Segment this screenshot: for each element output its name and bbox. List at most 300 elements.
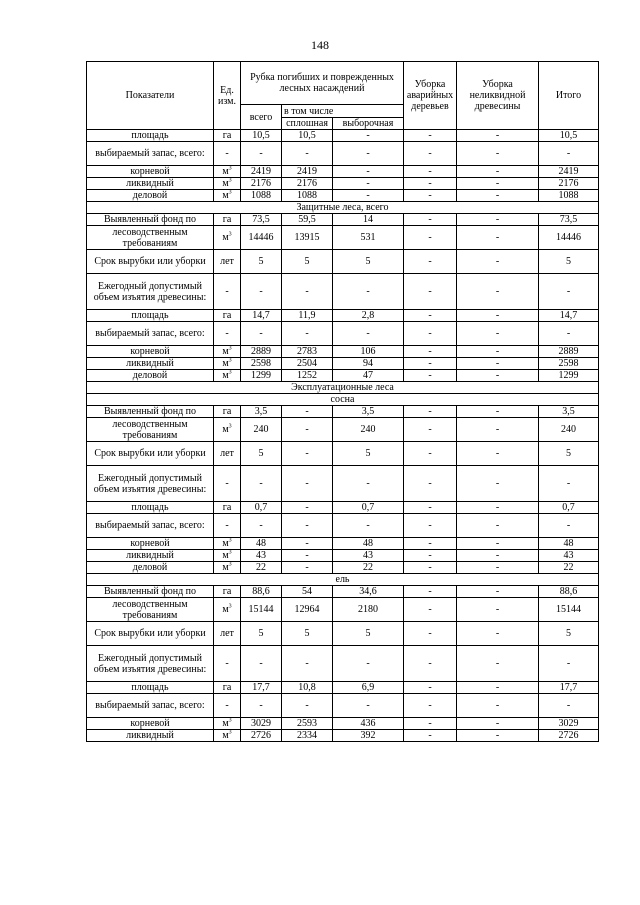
value-cell: 10,8 — [282, 682, 333, 694]
value-cell: - — [457, 622, 539, 646]
value-cell: 2180 — [333, 598, 404, 622]
unit-cell: $м^3$ — [214, 358, 241, 370]
value-cell: - — [333, 190, 404, 202]
value-cell: - — [404, 646, 457, 682]
header-indicators: Показатели — [87, 62, 214, 130]
header-clear: сплошная — [282, 118, 333, 130]
indicator-name: Ежегодный допустимый объем изъятия древесины: — [87, 646, 214, 682]
indicator-name: лесоводственным требованиям — [87, 418, 214, 442]
value-cell: - — [282, 550, 333, 562]
unit-cell: - — [214, 694, 241, 718]
value-cell: - — [282, 142, 333, 166]
value-cell: - — [457, 598, 539, 622]
value-cell: - — [333, 646, 404, 682]
value-cell: 106 — [333, 346, 404, 358]
section-title: сосна — [87, 394, 599, 406]
table-row — [87, 190, 599, 202]
value-cell: 5 — [333, 250, 404, 274]
header-including: в том числе — [282, 105, 404, 118]
value-cell: 47 — [333, 370, 404, 382]
indicator-name: Выявленный фонд по — [87, 214, 214, 226]
value-cell: - — [404, 562, 457, 574]
value-cell: - — [404, 190, 457, 202]
value-cell: 59,5 — [282, 214, 333, 226]
table-row — [87, 538, 599, 550]
section-row — [87, 394, 599, 406]
value-cell: - — [282, 466, 333, 502]
table-row — [87, 406, 599, 418]
value-cell: 5 — [241, 442, 282, 466]
value-cell: - — [282, 514, 333, 538]
indicator-name: деловой — [87, 562, 214, 574]
value-cell: - — [457, 466, 539, 502]
header-emergency: Уборка аварийных деревьев — [404, 62, 457, 130]
value-cell: 5 — [539, 622, 599, 646]
table-row — [87, 598, 599, 622]
value-cell: 43 — [333, 550, 404, 562]
value-cell: - — [539, 646, 599, 682]
unit-cell: $м^3$ — [214, 538, 241, 550]
unit-cell: $м^3$ — [214, 550, 241, 562]
table-row — [87, 586, 599, 598]
value-cell: - — [241, 274, 282, 310]
value-cell: 5 — [539, 442, 599, 466]
indicator-name: Ежегодный допустимый объем изъятия древесины: — [87, 274, 214, 310]
section-row — [87, 382, 599, 394]
table-row — [87, 178, 599, 190]
value-cell: 5 — [241, 622, 282, 646]
unit-cell: $м^3$ — [214, 178, 241, 190]
indicator-name: деловой — [87, 190, 214, 202]
value-cell: - — [457, 250, 539, 274]
value-cell: - — [457, 214, 539, 226]
value-cell: 14446 — [241, 226, 282, 250]
value-cell: 5 — [333, 442, 404, 466]
value-cell: 2726 — [241, 730, 282, 742]
table-body — [87, 130, 599, 742]
table-row — [87, 502, 599, 514]
value-cell: 1088 — [241, 190, 282, 202]
value-cell: 2,8 — [333, 310, 404, 322]
value-cell: 15144 — [539, 598, 599, 622]
value-cell: - — [457, 646, 539, 682]
value-cell: - — [404, 682, 457, 694]
value-cell: - — [404, 550, 457, 562]
value-cell: - — [404, 322, 457, 346]
table-row — [87, 514, 599, 538]
value-cell: - — [282, 322, 333, 346]
value-cell: 48 — [333, 538, 404, 550]
indicator-name: корневой — [87, 718, 214, 730]
value-cell: - — [241, 514, 282, 538]
value-cell: - — [333, 130, 404, 142]
value-cell: 2593 — [282, 718, 333, 730]
value-cell: - — [282, 538, 333, 550]
value-cell: - — [457, 586, 539, 598]
table-row — [87, 442, 599, 466]
value-cell: - — [404, 250, 457, 274]
value-cell: 15144 — [241, 598, 282, 622]
unit-cell: га — [214, 586, 241, 598]
value-cell: - — [404, 694, 457, 718]
value-cell: 2176 — [282, 178, 333, 190]
value-cell: 2504 — [282, 358, 333, 370]
table-row — [87, 466, 599, 502]
unit-cell: - — [214, 274, 241, 310]
table-row — [87, 682, 599, 694]
value-cell: 3029 — [241, 718, 282, 730]
value-cell: 48 — [241, 538, 282, 550]
value-cell: - — [457, 274, 539, 310]
section-title: ель — [87, 574, 599, 586]
unit-cell: $м^3$ — [214, 418, 241, 442]
value-cell: 392 — [333, 730, 404, 742]
value-cell: - — [404, 502, 457, 514]
section-row — [87, 202, 599, 214]
value-cell: 5 — [539, 250, 599, 274]
value-cell: - — [404, 406, 457, 418]
indicator-name: площадь — [87, 682, 214, 694]
value-cell: - — [404, 730, 457, 742]
section-title: Защитные леса, всего — [87, 202, 599, 214]
table-row — [87, 358, 599, 370]
indicator-name: выбираемый запас, всего: — [87, 322, 214, 346]
value-cell: 240 — [539, 418, 599, 442]
header-grand-total: Итого — [539, 62, 599, 130]
table-row — [87, 166, 599, 178]
value-cell: 1252 — [282, 370, 333, 382]
table-row — [87, 718, 599, 730]
value-cell: 14,7 — [241, 310, 282, 322]
value-cell: 17,7 — [241, 682, 282, 694]
value-cell: - — [457, 550, 539, 562]
value-cell: - — [539, 466, 599, 502]
table-row — [87, 142, 599, 166]
value-cell: 12964 — [282, 598, 333, 622]
value-cell: - — [457, 418, 539, 442]
indicator-name: Срок вырубки или уборки — [87, 250, 214, 274]
value-cell: - — [457, 718, 539, 730]
value-cell: - — [404, 622, 457, 646]
value-cell: - — [333, 514, 404, 538]
value-cell: - — [333, 274, 404, 310]
value-cell: 2598 — [241, 358, 282, 370]
table-row — [87, 730, 599, 742]
value-cell: 10,5 — [282, 130, 333, 142]
value-cell: 14,7 — [539, 310, 599, 322]
value-cell: - — [333, 142, 404, 166]
value-cell: 88,6 — [539, 586, 599, 598]
value-cell: - — [539, 322, 599, 346]
value-cell: - — [333, 322, 404, 346]
value-cell: - — [241, 142, 282, 166]
table-header — [87, 62, 599, 130]
table-row — [87, 562, 599, 574]
unit-cell: $м^3$ — [214, 598, 241, 622]
unit-cell: $м^3$ — [214, 190, 241, 202]
value-cell: 2783 — [282, 346, 333, 358]
header-unit: Ед. изм. — [214, 62, 241, 130]
value-cell: 3029 — [539, 718, 599, 730]
value-cell: - — [404, 178, 457, 190]
page-number: 148 — [311, 38, 329, 52]
value-cell: - — [457, 682, 539, 694]
value-cell: - — [333, 178, 404, 190]
value-cell: - — [457, 370, 539, 382]
value-cell: 5 — [282, 250, 333, 274]
value-cell: 2176 — [539, 178, 599, 190]
unit-cell: $м^3$ — [214, 166, 241, 178]
value-cell: - — [404, 442, 457, 466]
unit-cell: га — [214, 682, 241, 694]
value-cell: - — [457, 730, 539, 742]
table-row — [87, 310, 599, 322]
indicator-name: выбираемый запас, всего: — [87, 514, 214, 538]
section-row — [87, 574, 599, 586]
unit-cell: $м^3$ — [214, 346, 241, 358]
value-cell: - — [404, 274, 457, 310]
value-cell: - — [457, 442, 539, 466]
value-cell: 2176 — [241, 178, 282, 190]
indicator-name: корневой — [87, 538, 214, 550]
value-cell: 14 — [333, 214, 404, 226]
value-cell: 1299 — [539, 370, 599, 382]
indicator-name: Срок вырубки или уборки — [87, 442, 214, 466]
value-cell: - — [404, 166, 457, 178]
value-cell: 5 — [241, 250, 282, 274]
value-cell: 2726 — [539, 730, 599, 742]
value-cell: 43 — [539, 550, 599, 562]
indicator-name: ликвидный — [87, 550, 214, 562]
value-cell: - — [404, 418, 457, 442]
indicator-name: Ежегодный допустимый объем изъятия древесины: — [87, 466, 214, 502]
indicator-name: Срок вырубки или уборки — [87, 622, 214, 646]
indicator-name: площадь — [87, 130, 214, 142]
value-cell: - — [539, 514, 599, 538]
value-cell: - — [457, 514, 539, 538]
table-row — [87, 130, 599, 142]
unit-cell: га — [214, 310, 241, 322]
value-cell: 240 — [241, 418, 282, 442]
value-cell: - — [404, 514, 457, 538]
value-cell: 22 — [333, 562, 404, 574]
value-cell: - — [539, 274, 599, 310]
value-cell: 2419 — [282, 166, 333, 178]
value-cell: 5 — [333, 622, 404, 646]
value-cell: 2889 — [539, 346, 599, 358]
value-cell: - — [457, 178, 539, 190]
table-row — [87, 226, 599, 250]
value-cell: 3,5 — [241, 406, 282, 418]
value-cell: - — [282, 502, 333, 514]
value-cell: - — [282, 274, 333, 310]
value-cell: - — [404, 310, 457, 322]
value-cell: - — [457, 130, 539, 142]
value-cell: 43 — [241, 550, 282, 562]
indicator-name: корневой — [87, 346, 214, 358]
value-cell: - — [457, 190, 539, 202]
value-cell: 22 — [539, 562, 599, 574]
value-cell: 10,5 — [241, 130, 282, 142]
unit-cell: - — [214, 514, 241, 538]
value-cell: 0,7 — [241, 502, 282, 514]
table-row — [87, 322, 599, 346]
value-cell: 2334 — [282, 730, 333, 742]
value-cell: - — [241, 466, 282, 502]
table-row — [87, 370, 599, 382]
indicator-name: Выявленный фонд по — [87, 406, 214, 418]
table-row — [87, 646, 599, 682]
value-cell: 0,7 — [333, 502, 404, 514]
indicator-name: Выявленный фонд по — [87, 586, 214, 598]
value-cell: - — [457, 346, 539, 358]
value-cell: - — [282, 418, 333, 442]
value-cell: - — [457, 502, 539, 514]
value-cell: - — [404, 466, 457, 502]
value-cell: - — [282, 562, 333, 574]
value-cell: - — [404, 586, 457, 598]
table-row — [87, 214, 599, 226]
value-cell: - — [404, 370, 457, 382]
value-cell: - — [404, 346, 457, 358]
indicator-name: лесоводственным требованиям — [87, 598, 214, 622]
header-felling: Рубка погибших и поврежденных лесных насаждений — [241, 62, 404, 105]
value-cell: 1088 — [282, 190, 333, 202]
unit-cell: лет — [214, 622, 241, 646]
unit-cell: - — [214, 322, 241, 346]
value-cell: 1299 — [241, 370, 282, 382]
value-cell: - — [457, 226, 539, 250]
value-cell: 48 — [539, 538, 599, 550]
value-cell: 73,5 — [241, 214, 282, 226]
value-cell: - — [457, 310, 539, 322]
value-cell: - — [404, 142, 457, 166]
value-cell: - — [282, 646, 333, 682]
value-cell: 1088 — [539, 190, 599, 202]
value-cell: - — [404, 538, 457, 550]
value-cell: 240 — [333, 418, 404, 442]
header-selective: выборочная — [333, 118, 404, 130]
value-cell: - — [282, 442, 333, 466]
unit-cell: $м^3$ — [214, 730, 241, 742]
value-cell: 17,7 — [539, 682, 599, 694]
value-cell: 10,5 — [539, 130, 599, 142]
indicator-name: корневой — [87, 166, 214, 178]
value-cell: 2419 — [539, 166, 599, 178]
value-cell: - — [457, 322, 539, 346]
value-cell: - — [241, 322, 282, 346]
unit-cell: га — [214, 502, 241, 514]
value-cell: - — [457, 406, 539, 418]
indicator-name: площадь — [87, 310, 214, 322]
table-row — [87, 694, 599, 718]
value-cell: - — [457, 562, 539, 574]
value-cell: - — [539, 694, 599, 718]
table-row — [87, 622, 599, 646]
value-cell: - — [404, 598, 457, 622]
indicator-name: деловой — [87, 370, 214, 382]
unit-cell: - — [214, 646, 241, 682]
value-cell: 22 — [241, 562, 282, 574]
value-cell: - — [457, 538, 539, 550]
unit-cell: га — [214, 130, 241, 142]
table-row — [87, 274, 599, 310]
table-row — [87, 346, 599, 358]
indicator-name: выбираемый запас, всего: — [87, 142, 214, 166]
table-row — [87, 250, 599, 274]
value-cell: 73,5 — [539, 214, 599, 226]
header-unmarketable: Уборка неликвидной древесины — [457, 62, 539, 130]
forest-felling-table — [86, 61, 599, 742]
indicator-name: площадь — [87, 502, 214, 514]
header-total: всего — [241, 105, 282, 130]
indicator-name: лесоводственным требованиям — [87, 226, 214, 250]
indicator-name: ликвидный — [87, 178, 214, 190]
value-cell: - — [457, 166, 539, 178]
indicator-name: ликвидный — [87, 358, 214, 370]
value-cell: 6,9 — [333, 682, 404, 694]
unit-cell: $м^3$ — [214, 562, 241, 574]
section-title: Эксплуатационные леса — [87, 382, 599, 394]
value-cell: 11,9 — [282, 310, 333, 322]
unit-cell: га — [214, 406, 241, 418]
unit-cell: лет — [214, 250, 241, 274]
value-cell: 13915 — [282, 226, 333, 250]
value-cell: - — [457, 358, 539, 370]
value-cell: 436 — [333, 718, 404, 730]
value-cell: - — [457, 142, 539, 166]
value-cell: - — [241, 646, 282, 682]
value-cell: - — [404, 226, 457, 250]
indicator-name: выбираемый запас, всего: — [87, 694, 214, 718]
unit-cell: - — [214, 466, 241, 502]
value-cell: - — [282, 694, 333, 718]
value-cell: 2598 — [539, 358, 599, 370]
value-cell: - — [333, 466, 404, 502]
value-cell: - — [404, 718, 457, 730]
value-cell: 94 — [333, 358, 404, 370]
value-cell: 88,6 — [241, 586, 282, 598]
unit-cell: $м^3$ — [214, 226, 241, 250]
unit-cell: га — [214, 214, 241, 226]
value-cell: - — [404, 130, 457, 142]
value-cell: - — [404, 358, 457, 370]
value-cell: 2889 — [241, 346, 282, 358]
value-cell: 14446 — [539, 226, 599, 250]
indicator-name: ликвидный — [87, 730, 214, 742]
value-cell: 0,7 — [539, 502, 599, 514]
value-cell: 531 — [333, 226, 404, 250]
unit-cell: $м^3$ — [214, 370, 241, 382]
value-cell: - — [457, 694, 539, 718]
value-cell: - — [333, 166, 404, 178]
value-cell: - — [404, 214, 457, 226]
unit-cell: $м^3$ — [214, 718, 241, 730]
value-cell: 34,6 — [333, 586, 404, 598]
value-cell: 3,5 — [539, 406, 599, 418]
value-cell: 3,5 — [333, 406, 404, 418]
value-cell: - — [333, 694, 404, 718]
value-cell: 5 — [282, 622, 333, 646]
value-cell: 54 — [282, 586, 333, 598]
table-row — [87, 550, 599, 562]
value-cell: - — [539, 142, 599, 166]
unit-cell: лет — [214, 442, 241, 466]
value-cell: - — [282, 406, 333, 418]
unit-cell: - — [214, 142, 241, 166]
value-cell: 2419 — [241, 166, 282, 178]
table-row — [87, 418, 599, 442]
